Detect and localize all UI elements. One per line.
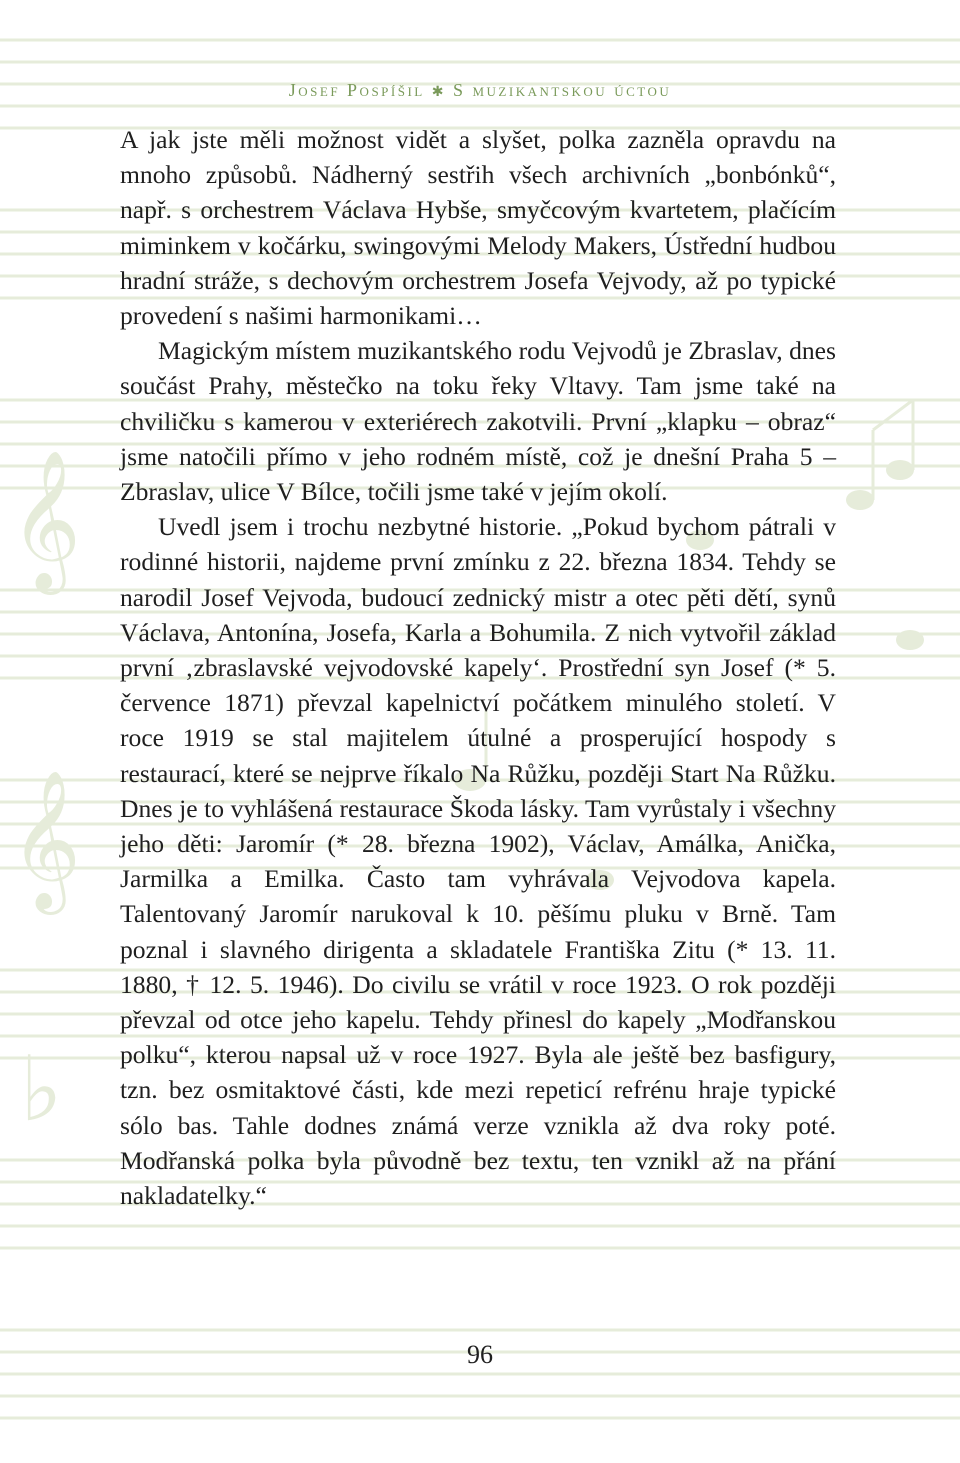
svg-text:♭: ♭ xyxy=(20,1037,63,1142)
header-separator: ✱ xyxy=(431,85,446,100)
svg-text:𝄞: 𝄞 xyxy=(10,450,81,589)
header-title: S muzikantskou úctou xyxy=(452,80,672,100)
svg-text:𝄞: 𝄞 xyxy=(10,770,81,909)
header-author: Josef Pospíšil xyxy=(288,80,425,100)
paragraph-3: Uvedl jsem i trochu nezbytné historie. „Pokud bychom pátrali v rodinné historii, najdeme první zmínku z 22. března 1834. Tehdy se narodil Josef Vejvoda, budoucí zednický mistr a otec pěti dětí, synů Václava, Antonína, Josefa, Karla a Bohumila. Z nich vytvořil základ první ‚zbraslavské vejvodovské kapely‘. Prostřední syn Josef (* 5. července 1871) převzal kapelnictví počátkem minulého století. V roce 1919 se stal majitelem útulné a prosperující hospody s restaurací, které se nejprve říkalo Na Růžku, později Start Na Růžku. Dnes je to vyhlášená restaurace Škoda lásky. Tam vyrůstaly i všechny jeho děti: Jaromír (* 28. března 1902), Václav, Amálka, Anička, Jarmilka a Emilka. Často tam vyhrávala Vejvodova kapela. Talentovaný Jaromír narukoval k 10. pěšímu pluku v Brně. Tam poznal i slavného dirigenta a skladatele Františka Zitu (* 13. 11. 1880, † 12. 5. 1946). Do civilu se vrátil v roce 1923. O rok později převzal od otce jeho kapelu. Tehdy přinesl do kapely „Modřanskou polku“, kterou napsal už v roce 1927. Byla ale ještě bez basfigury, tzn. bez osmitaktové části, kde mezi repeticí refrénu hraje typické sólo bas. Tahle dodnes známá verze vznikla až dva roky poté. Modřanská polka byla původně bez textu, ten vznikl až na přání nakladatelky.“ xyxy=(120,512,836,1211)
paragraph-2: Magickým místem muzikantského rodu Vejvodů je Zbraslav, dnes součást Prahy, městečko na toku řeky Vltavy. Tam jsme také na chviličku s kamerou v exteriérech zakotvili. První „klapku – obraz“ jsme natočili přímo v jeho rodném místě, což je dnešní Praha 5 – Zbraslav, ulice V Bílce, točili jsme také v jejím okolí. xyxy=(120,336,836,507)
paragraph-1: A jak jste měli možnost vidět a slyšet, polka zazněla opravdu na mnoho způsobů. Nádherný sestřih všech archivních „bonbónků“, např. s orchestrem Václava Hybše, smyčcovým kvartetem, plačícím miminkem v kočárku, swingovými Melody Makers, Ústřední hudbou hradní stráže, s dechovým orchestrem Josefa Vejvody, až po typické provedení s našimi harmonikami… xyxy=(120,125,836,331)
running-header xyxy=(0,80,960,101)
body-text xyxy=(120,122,836,1213)
page-number: 96 xyxy=(467,1340,493,1369)
